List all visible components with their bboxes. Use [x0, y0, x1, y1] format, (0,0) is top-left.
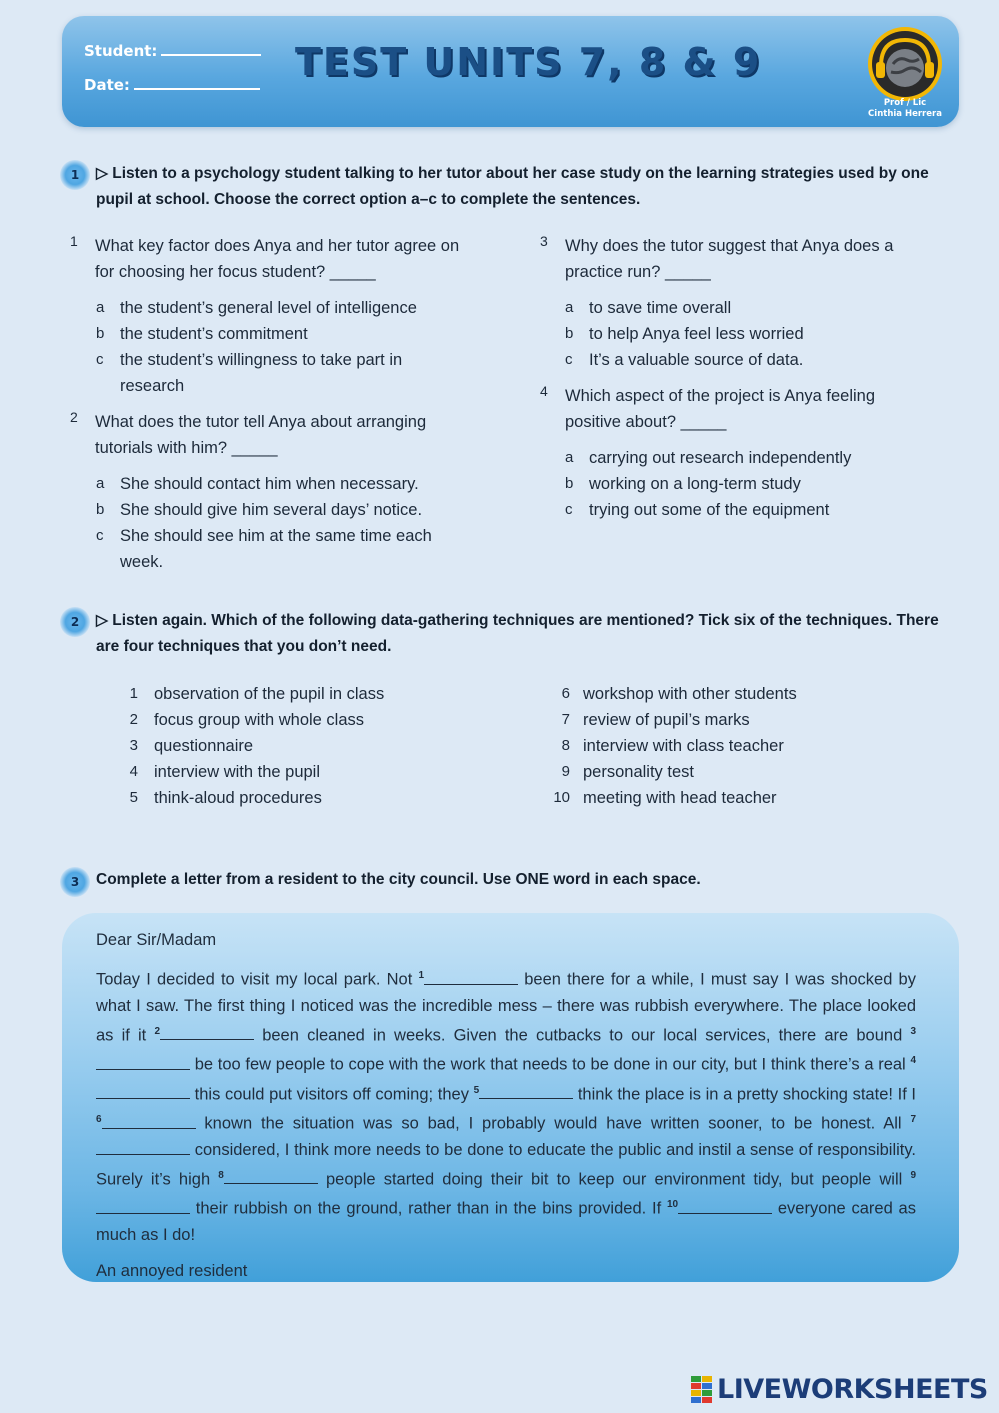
letter-box — [62, 913, 959, 1282]
option-letter: c — [565, 501, 573, 518]
exercise-3-badge: 3 — [60, 867, 90, 897]
gap-8-blank[interactable] — [224, 1168, 318, 1184]
technique-text: observation of the pupil in class — [154, 685, 385, 703]
technique-text: think-aloud procedures — [154, 789, 322, 807]
technique-number: 5 — [129, 789, 138, 806]
exercise-1-badge: 1 — [60, 160, 90, 190]
technique-number: 1 — [129, 685, 138, 702]
gap-6-blank[interactable] — [102, 1113, 196, 1129]
logo-caption — [852, 98, 958, 120]
option-letter: c — [96, 527, 104, 544]
logo-caption-line1: Prof / Lic — [883, 98, 927, 108]
question-text: Which aspect of the project is Anya feeling positive about? _____ — [565, 387, 876, 431]
question-text: What does the tutor tell Anya about arranging tutorials with him? _____ — [95, 413, 427, 457]
date-line[interactable] — [134, 74, 260, 90]
header-banner — [62, 16, 959, 127]
gap-number: 2 — [154, 1025, 161, 1037]
option-letter: a — [565, 299, 574, 316]
letter-segment: considered, I think more needs to be done to educate the public and instil a sense of responsibility. Surely it’s high — [96, 1140, 916, 1188]
letter-greeting: Dear Sir/Madam — [96, 931, 217, 949]
technique-number: 2 — [129, 711, 138, 728]
student-name-line[interactable] — [161, 40, 261, 56]
letter-segment: been there for a while, I must say I was shocked by what I saw. The first thing I noticed was the incredible mess – there was rubbish everywhere. The place looked as if it — [96, 970, 916, 1044]
gap-number: 4 — [910, 1055, 916, 1066]
option-text: the student’s commitment — [120, 325, 308, 343]
technique-text: questionnaire — [154, 737, 254, 755]
option-letter: b — [96, 325, 105, 342]
option-text: trying out some of the equipment — [589, 501, 830, 519]
option-letter: b — [565, 475, 574, 492]
liveworksheets-logo-icon — [691, 1376, 713, 1406]
gap-3-blank[interactable] — [96, 1054, 190, 1070]
option-text: She should give him several days’ notice. — [120, 501, 423, 519]
date-field — [84, 74, 260, 94]
gap-1-blank[interactable] — [424, 969, 518, 985]
gap-7-blank[interactable] — [96, 1139, 190, 1155]
letter-segment: been cleaned in weeks. Given the cutbacks to our local services, there are bound — [254, 1026, 911, 1044]
exercise-2-badge: 2 — [60, 607, 90, 637]
letter-content — [96, 927, 916, 1284]
headset-globe-logo-icon — [867, 26, 943, 102]
exercise-1-instruction: ▷ Listen to a psychology student talking to her tutor about her case study on the learning strategies used by one pupil at school. Choose the correct option a–c to complete the sentences. — [96, 165, 929, 208]
gap-number: 3 — [910, 1025, 916, 1037]
option-text: the student’s willingness to take part in research — [120, 351, 403, 395]
letter-signoff: An annoyed resident — [96, 1261, 248, 1280]
gap-9-blank[interactable] — [96, 1198, 190, 1214]
date-label: Date: — [84, 76, 130, 94]
option-text: to help Anya feel less worried — [589, 325, 804, 343]
gap-number: 10 — [666, 1199, 679, 1210]
technique-text: interview with class teacher — [583, 737, 784, 755]
question-number: 1 — [70, 233, 78, 249]
letter-segment: their rubbish on the ground, rather than in the bins provided. If — [190, 1199, 667, 1218]
gap-number: 9 — [910, 1169, 916, 1181]
exercise-2-instruction: ▷ Listen again. Which of the following data-gathering techniques are mentioned? Tick six of the techniques. There are four techniques that you don’t need. — [96, 612, 939, 655]
letter-segment: Today I decided to visit my local park. Not — [96, 970, 419, 989]
technique-number: 3 — [129, 737, 138, 754]
technique-text: focus group with whole class — [154, 711, 365, 729]
letter-segment: people started doing their bit to keep our environment tidy, but people will — [317, 1170, 911, 1188]
option-letter: a — [96, 475, 105, 492]
gap-number: 7 — [910, 1114, 916, 1125]
gap-5-blank[interactable] — [479, 1083, 573, 1099]
letter-segment: everyone cared as much as I do! — [96, 1199, 916, 1244]
student-label: Student: — [84, 42, 158, 60]
option-text: It’s a valuable source of data. — [589, 351, 804, 369]
logo-caption-line2: Cinthia Herrera — [868, 109, 942, 119]
option-letter: a — [96, 299, 105, 316]
gap-number: 6 — [96, 1114, 102, 1125]
gap-10-blank[interactable] — [678, 1198, 772, 1214]
gap-number: 5 — [473, 1084, 480, 1096]
technique-number: 6 — [561, 685, 570, 702]
letter-segment: think the place is in a pretty shocking state! If I — [573, 1085, 917, 1103]
gap-4-blank[interactable] — [96, 1083, 190, 1099]
option-text: She should contact him when necessary. — [120, 475, 419, 493]
option-letter: a — [565, 449, 574, 466]
technique-text: personality test — [583, 763, 694, 781]
technique-text: review of pupil’s marks — [583, 711, 750, 729]
letter-segment: known the situation was so bad, I probably would have written sooner, to be honest. All — [195, 1114, 911, 1133]
technique-number: 8 — [561, 737, 570, 754]
technique-number: 9 — [561, 763, 570, 780]
question-number: 3 — [540, 233, 548, 249]
gap-number: 8 — [218, 1169, 224, 1181]
question-number: 4 — [540, 383, 548, 399]
question-text: What key factor does Anya and her tutor agree on for choosing her focus student? _____ — [95, 237, 460, 281]
option-letter: c — [565, 351, 573, 368]
option-letter: c — [96, 351, 104, 368]
letter-segment: this could put visitors off coming; they — [190, 1085, 474, 1103]
option-text: to save time overall — [589, 299, 732, 317]
student-field — [84, 40, 261, 60]
option-text: the student’s general level of intelligence — [120, 299, 417, 317]
technique-number: 7 — [561, 711, 570, 728]
technique-text: workshop with other students — [583, 685, 797, 703]
option-letter: b — [96, 501, 105, 518]
technique-number: 4 — [129, 763, 138, 780]
letter-segment: be too few people to cope with the work that needs to be done in our city, but I think there’s a real — [190, 1055, 911, 1074]
gap-number: 1 — [418, 970, 425, 981]
option-letter: b — [565, 325, 574, 342]
letter-body — [96, 963, 916, 1248]
page-title: TEST UNITS 7, 8 & 9 — [295, 40, 762, 84]
technique-number: 10 — [553, 789, 570, 806]
technique-text: meeting with head teacher — [583, 789, 777, 807]
option-text: carrying out research independently — [589, 449, 852, 467]
gap-2-blank[interactable] — [160, 1024, 254, 1040]
question-number: 2 — [70, 409, 78, 425]
technique-text: interview with the pupil — [154, 763, 320, 781]
liveworksheets-wordmark: LIVEWORKSHEETS — [717, 1374, 988, 1405]
question-text: Why does the tutor suggest that Anya does a practice run? _____ — [565, 237, 894, 281]
option-text: working on a long-term study — [589, 475, 801, 493]
option-text: She should see him at the same time each week. — [120, 527, 432, 571]
exercise-3-instruction: Complete a letter from a resident to the city council. Use ONE word in each space. — [96, 871, 701, 888]
